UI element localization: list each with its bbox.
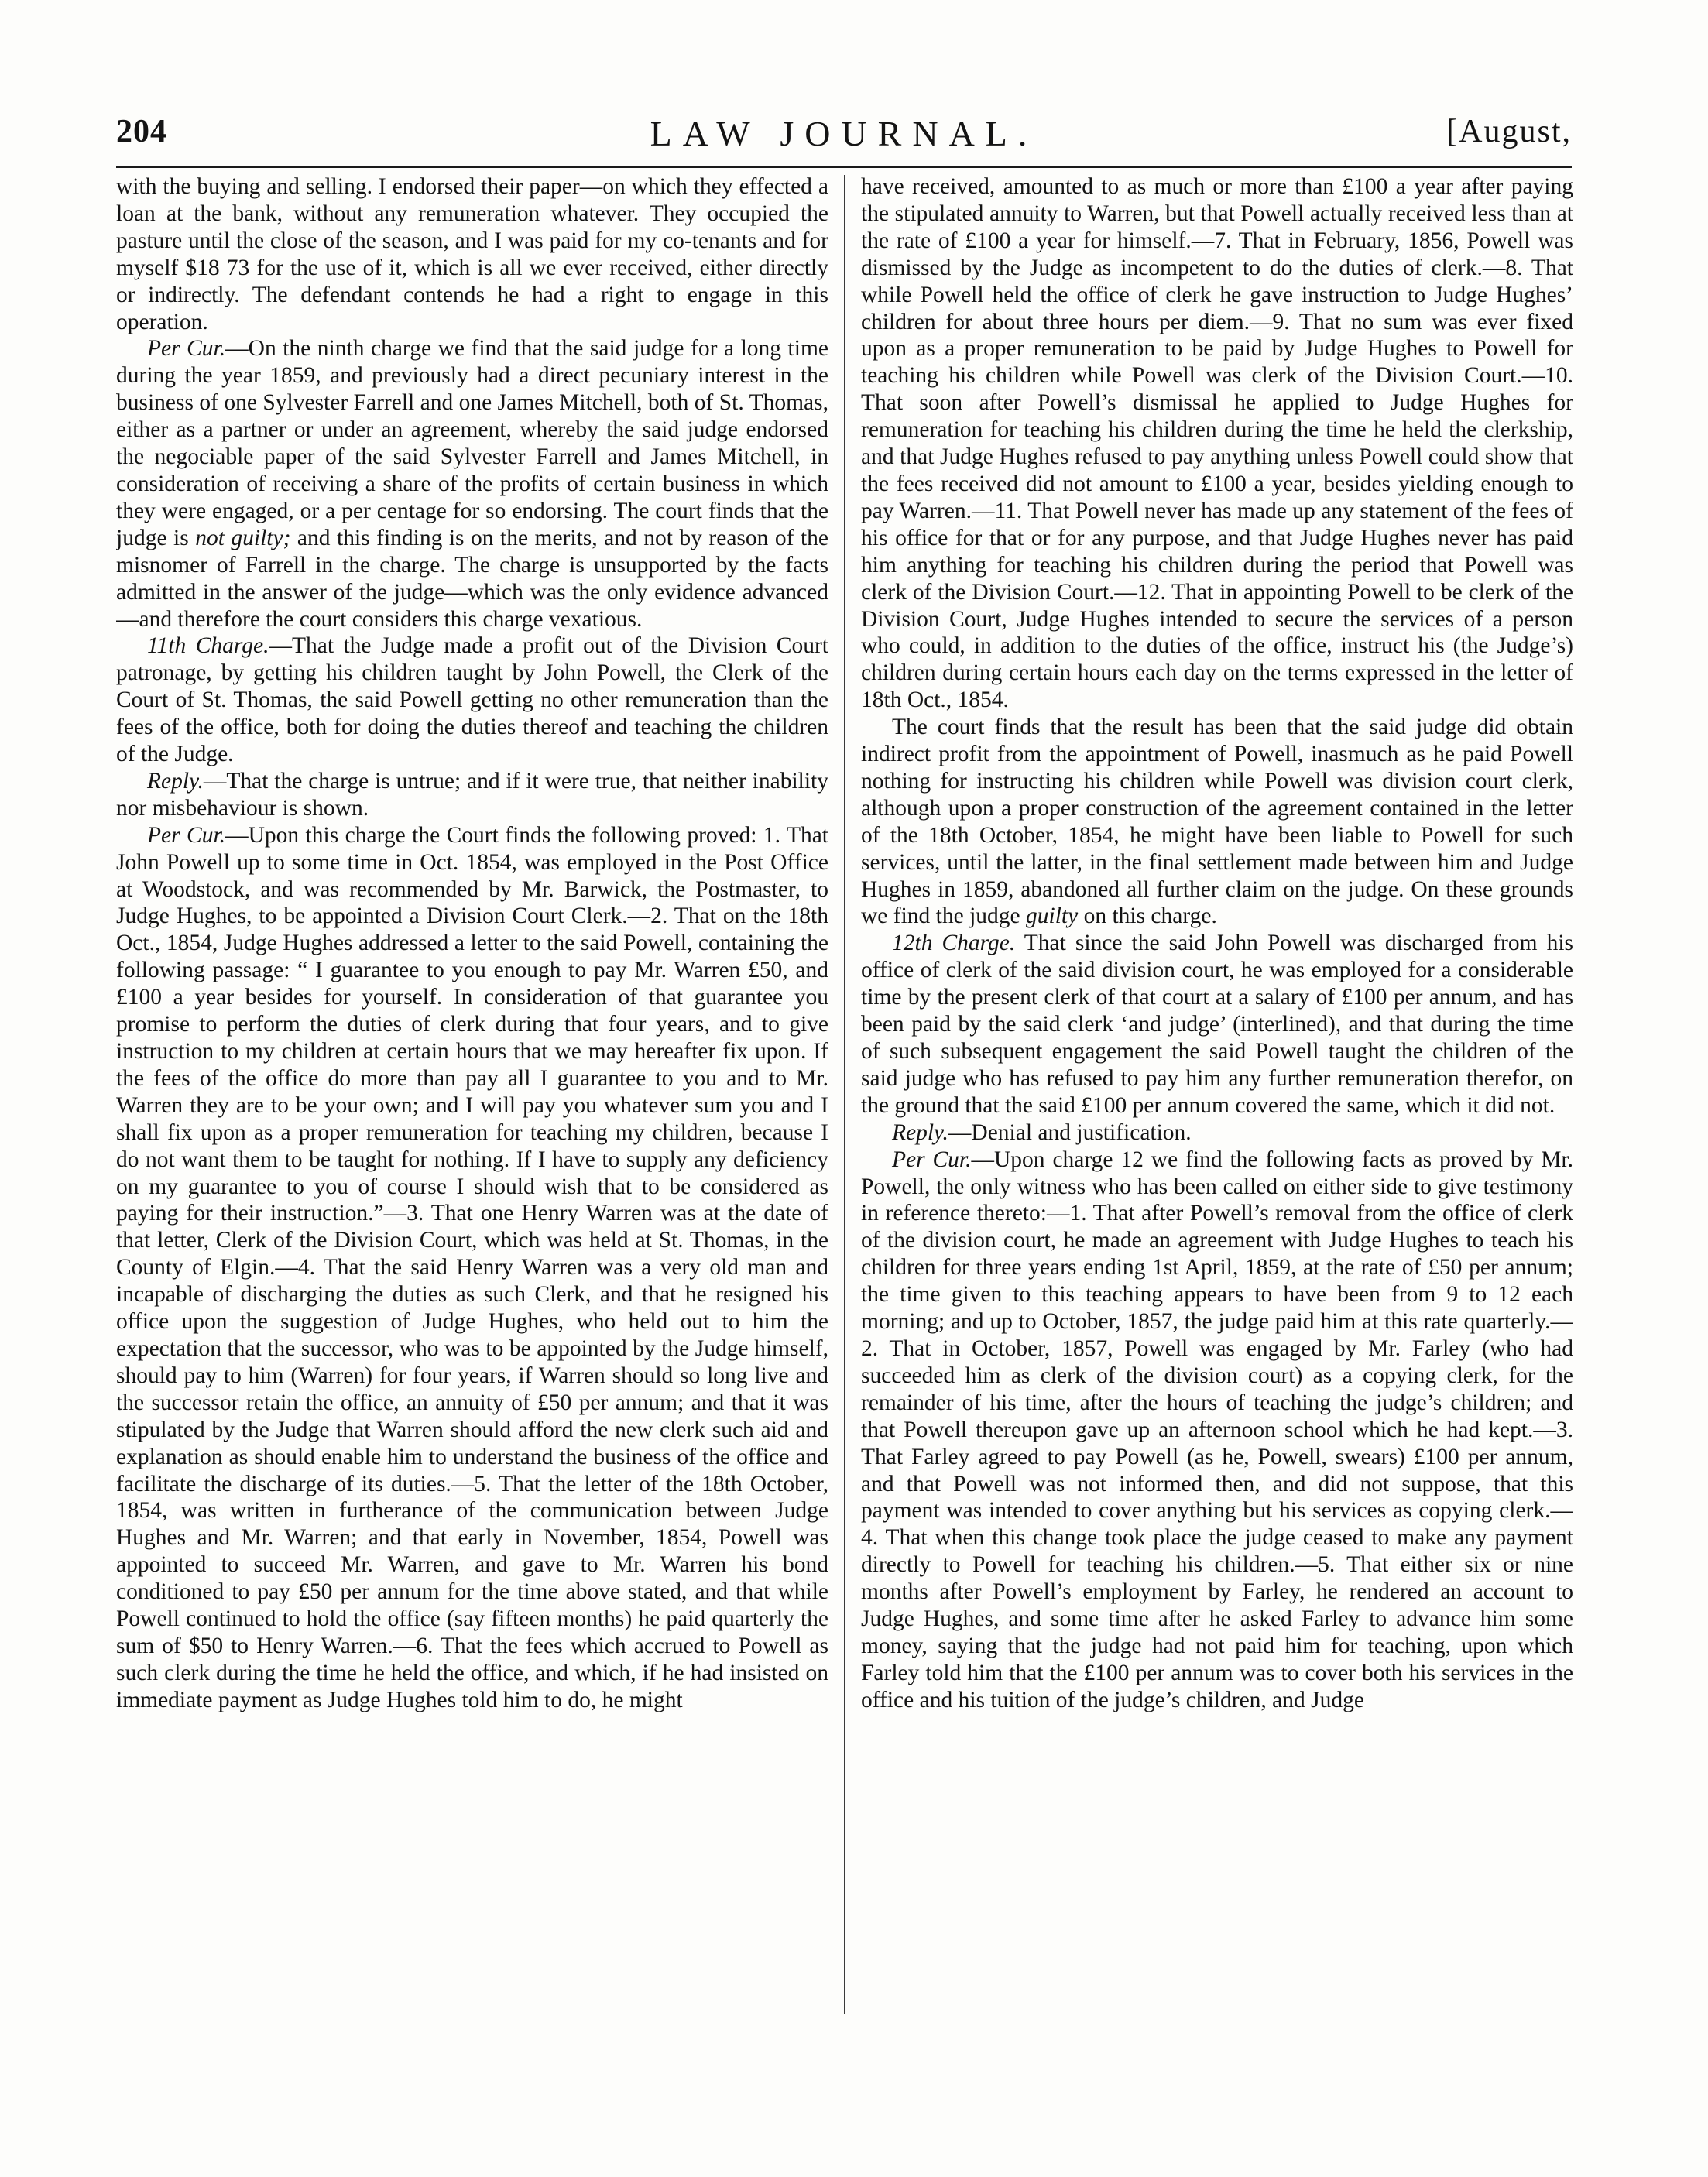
verdict-term: guilty xyxy=(1026,903,1079,929)
paragraph xyxy=(116,822,828,1714)
paragraph-lead: Reply. xyxy=(147,768,204,794)
paragraph xyxy=(116,633,828,768)
paragraph xyxy=(861,930,1573,1119)
running-header xyxy=(116,113,1572,159)
paragraph-text: —Denial and justification. xyxy=(948,1119,1192,1145)
paragraph-text: have received, amounted to as much or more than £100 a year after paying the stipulated annuity to Warren, but that Powell actually received less than at the rate of £100 a year for himself.—7. That in February, 1856, Powell was dismissed by the Judge as incompetent to do the duties of clerk.—8. That while Powell held the office of clerk he gave instruction to Judge Hughes’ children for about three hours per diem.—9. That no sum was ever fixed upon as a proper remuneration to be paid by Judge Hughes to Powell for teaching his children while Powell was clerk of the Division Court.—10. That soon after Powell’s dismissal he applied to Judge Hughes for remuneration for teaching his children during the time he held the clerkship, and that Judge Hughes refused to pay anything unless Powell could show that the fees received did not amount to £100 a year, besides yielding enough to pay Warren.—11. That Powell never has made up any statement of the fees of his office for that or for any purpose, and that Judge Hughes never has paid him anything for teaching his children during the period that Powell was clerk of the Division Court.—12. That in appointing Powell to be clerk of the Division Court, Judge Hughes intended to secure the services of a person who could, in addition to the duties of the office, instruct his (the Judge’s) children during certain hours each day on the terms expressed in the letter of 18th Oct., 1854. xyxy=(861,174,1573,713)
paragraph xyxy=(116,768,828,822)
paragraph-tail: and this finding is on the merits, and not by reason of the misnomer of Farrell in the charge. The charge is unsupported by the facts admitted in the answer of the judge—which was the only evidence advanced—and therefore the court considers this charge vexatious. xyxy=(116,525,828,632)
column-rule xyxy=(844,175,845,2014)
paragraph-text: The court finds that the result has been that the said judge did obtain indirect profit from the appointment of Powell, inasmuch as he paid Powell nothing for instructing his children while Powell was division court clerk, although upon a proper construction of the agreement contained in the letter of the 18th October, 1854, he might have been liable to Powell for such services, until the latter, in the final settlement made between him and Judge Hughes in 1859, abandoned all further claim on the judge. On these grounds we find the judge xyxy=(861,715,1573,929)
paragraph-lead: Per Cur. xyxy=(892,1147,972,1172)
right-column xyxy=(861,173,1573,2016)
paragraph-text: —Upon this charge the Court finds the following proved: 1. That John Powell up to some time in Oct. 1854, was employed in the Post Office at Woodstock, and was recommended by Mr. Barwick, the Postmaster, to Judge Hughes, to be appointed a Division Court Clerk.—2. That on the 18th Oct., 1854, Judge Hughes addressed a letter to the said Powell, containing the following passage: “ I guarantee to you enough to pay Mr. Warren £50, and £100 a year besides for yourself. In consideration of that guarantee you promise to perform the duties of clerk during that four years, and to give instruction to my children at certain hours that we may hereafter fix upon. If the fees of the office do more than pay all I guarantee to you and to Mr. Warren they are to be your own; and I will pay you whatever sum you and I shall fix upon as a proper remuneration for teaching my children, because I do not want them to be taught for nothing. If I have to supply any deficiency on my guarantee to you of course I should wish that to be considered as paying for their instruction.”—3. That one Henry Warren was at the date of that letter, Clerk of the Division Court, which was held at St. Thomas, in the County of Elgin.—4. That the said Henry Warren was a very old man and incapable of discharging the duties as such Clerk, and that he resigned his office upon the suggestion of Judge Hughes, who held out to him the expectation that the successor, who was to be appointed by the Judge himself, should pay to him (Warren) for four years, if Warren should so long live and the successor retain the office, an annuity of £50 per annum; and that it was stipulated by the Judge that Warren should afford the new clerk such aid and explanation as should enable him to understand the business of the office and facilitate the discharge of its duties.—5. That the letter of the 18th October, 1854, was written in furtherance of the communication between Judge Hughes and Mr. Warren; and that early in November, 1854, Powell was appointed to succeed Mr. Warren, and gave to Mr. Warren his bond conditioned to pay £50 per annum for the time above stated, and that while Powell continued to hold the office (say fifteen months) he paid quarterly the sum of $50 to Henry Warren.—6. That the fees which accrued to Powell as such clerk during the time he held the office, and which, if he had insisted on immediate payment as Judge Hughes told him to do, he might xyxy=(116,822,828,1712)
paragraph-text: —On the ninth charge we find that the said judge for a long time during the year 1859, and previously had a direct pecuniary interest in the business of one Sylvester Farrell and one James Mitchell, both of St. Thomas, either as a partner or under an agreement, whereby the said judge endorsed the negociable paper of the said Sylvester Farrell and James Mitchell, in consideration of receiving a share of the profits of certain business in which they were engaged, or a per centage for so endorsing. The court finds that the judge is xyxy=(116,336,828,550)
paragraph xyxy=(861,1147,1573,1714)
paragraph-lead: Reply. xyxy=(892,1119,948,1145)
header-month: [August, xyxy=(1446,114,1572,149)
paragraph-text: with the buying and selling. I endorsed their paper—on which they effected a loan at the bank, without any remuneration whatever. They occupied the pasture until the close of the season, and I was paid for my co-tenants and for myself $18 73 for the use of it, which is all we ever received, either directly or indirectly. The defendant contends he had a right to engage in this operation. xyxy=(116,174,828,334)
paragraph-text: —That the Judge made a profit out of the Division Court patronage, by getting his children taught by John Powell, the Clerk of the Court of St. Thomas, the said Powell getting no other remuneration than the fees of the office, both for doing the duties thereof and teaching the children of the Judge. xyxy=(116,633,828,767)
verdict-term: not guilty; xyxy=(195,525,291,550)
paragraph xyxy=(116,173,828,335)
paragraph-lead: Per Cur. xyxy=(147,336,226,362)
paragraph-tail: on this charge. xyxy=(1078,903,1217,929)
paragraph-lead: 12th Charge. xyxy=(892,931,1016,956)
page-number: 204 xyxy=(116,114,167,149)
left-column xyxy=(116,173,828,2016)
paragraph xyxy=(861,173,1573,714)
paragraph-lead: 11th Charge. xyxy=(147,633,269,659)
header-rule xyxy=(116,166,1572,168)
paragraph xyxy=(116,335,828,633)
paragraph-text: —That the charge is untrue; and if it were true, that neither inability nor misbehaviour is shown. xyxy=(116,768,828,821)
paragraph xyxy=(861,1119,1573,1147)
journal-title: LAW JOURNAL. xyxy=(650,114,1038,153)
paragraph-lead: Per Cur. xyxy=(147,822,226,848)
paragraph-text: —Upon charge 12 we find the following facts as proved by Mr. Powell, the only witness who has been called on either side to give testimony in reference thereto:—1. That after Powell’s removal from the office of clerk of the division court, he made an agreement with Judge Hughes to teach his children for three years ending 1st April, 1859, at the rate of £50 per annum; the time given to this teaching appears to have been from 9 to 12 each morning; and up to October, 1857, the judge paid him at this rate quarterly.—2. That in October, 1857, Powell was engaged by Mr. Farley (who had succeeded him as clerk of the division court) as a copying clerk, for the remainder of his time, after the hours of teaching the judge’s children; and that Powell thereupon gave up an afternoon school which he had kept.—3. That Farley agreed to pay Powell (as he, Powell, swears) £100 per annum, and that Powell was not informed then, and did not suppose, that this payment was intended to cover anything but his services as copying clerk.—4. That when this change took place the judge ceased to make any payment directly to Powell for teaching his children.—5. That either six or nine months after Powell’s employment by Farley, he rendered an account to Judge Hughes, and some time after he asked Farley to advance him some money, saying that the judge had not paid him for teaching, upon which Farley told him that the £100 per annum was to cover both his services in the office and his tuition of the judge’s children, and Judge xyxy=(861,1147,1573,1712)
paragraph xyxy=(861,714,1573,930)
paragraph-text: That since the said John Powell was discharged from his office of clerk of the said division court, he was employed for a considerable time by the present clerk of that court at a salary of £100 per annum, and has been paid by the said clerk ‘and judge’ (interlined), and that during the time of such subsequent engagement the said Powell taught the children of the said judge who has refused to pay him any further remuneration therefor, on the ground that the said £100 per annum covered the same, which it did not. xyxy=(861,931,1573,1118)
